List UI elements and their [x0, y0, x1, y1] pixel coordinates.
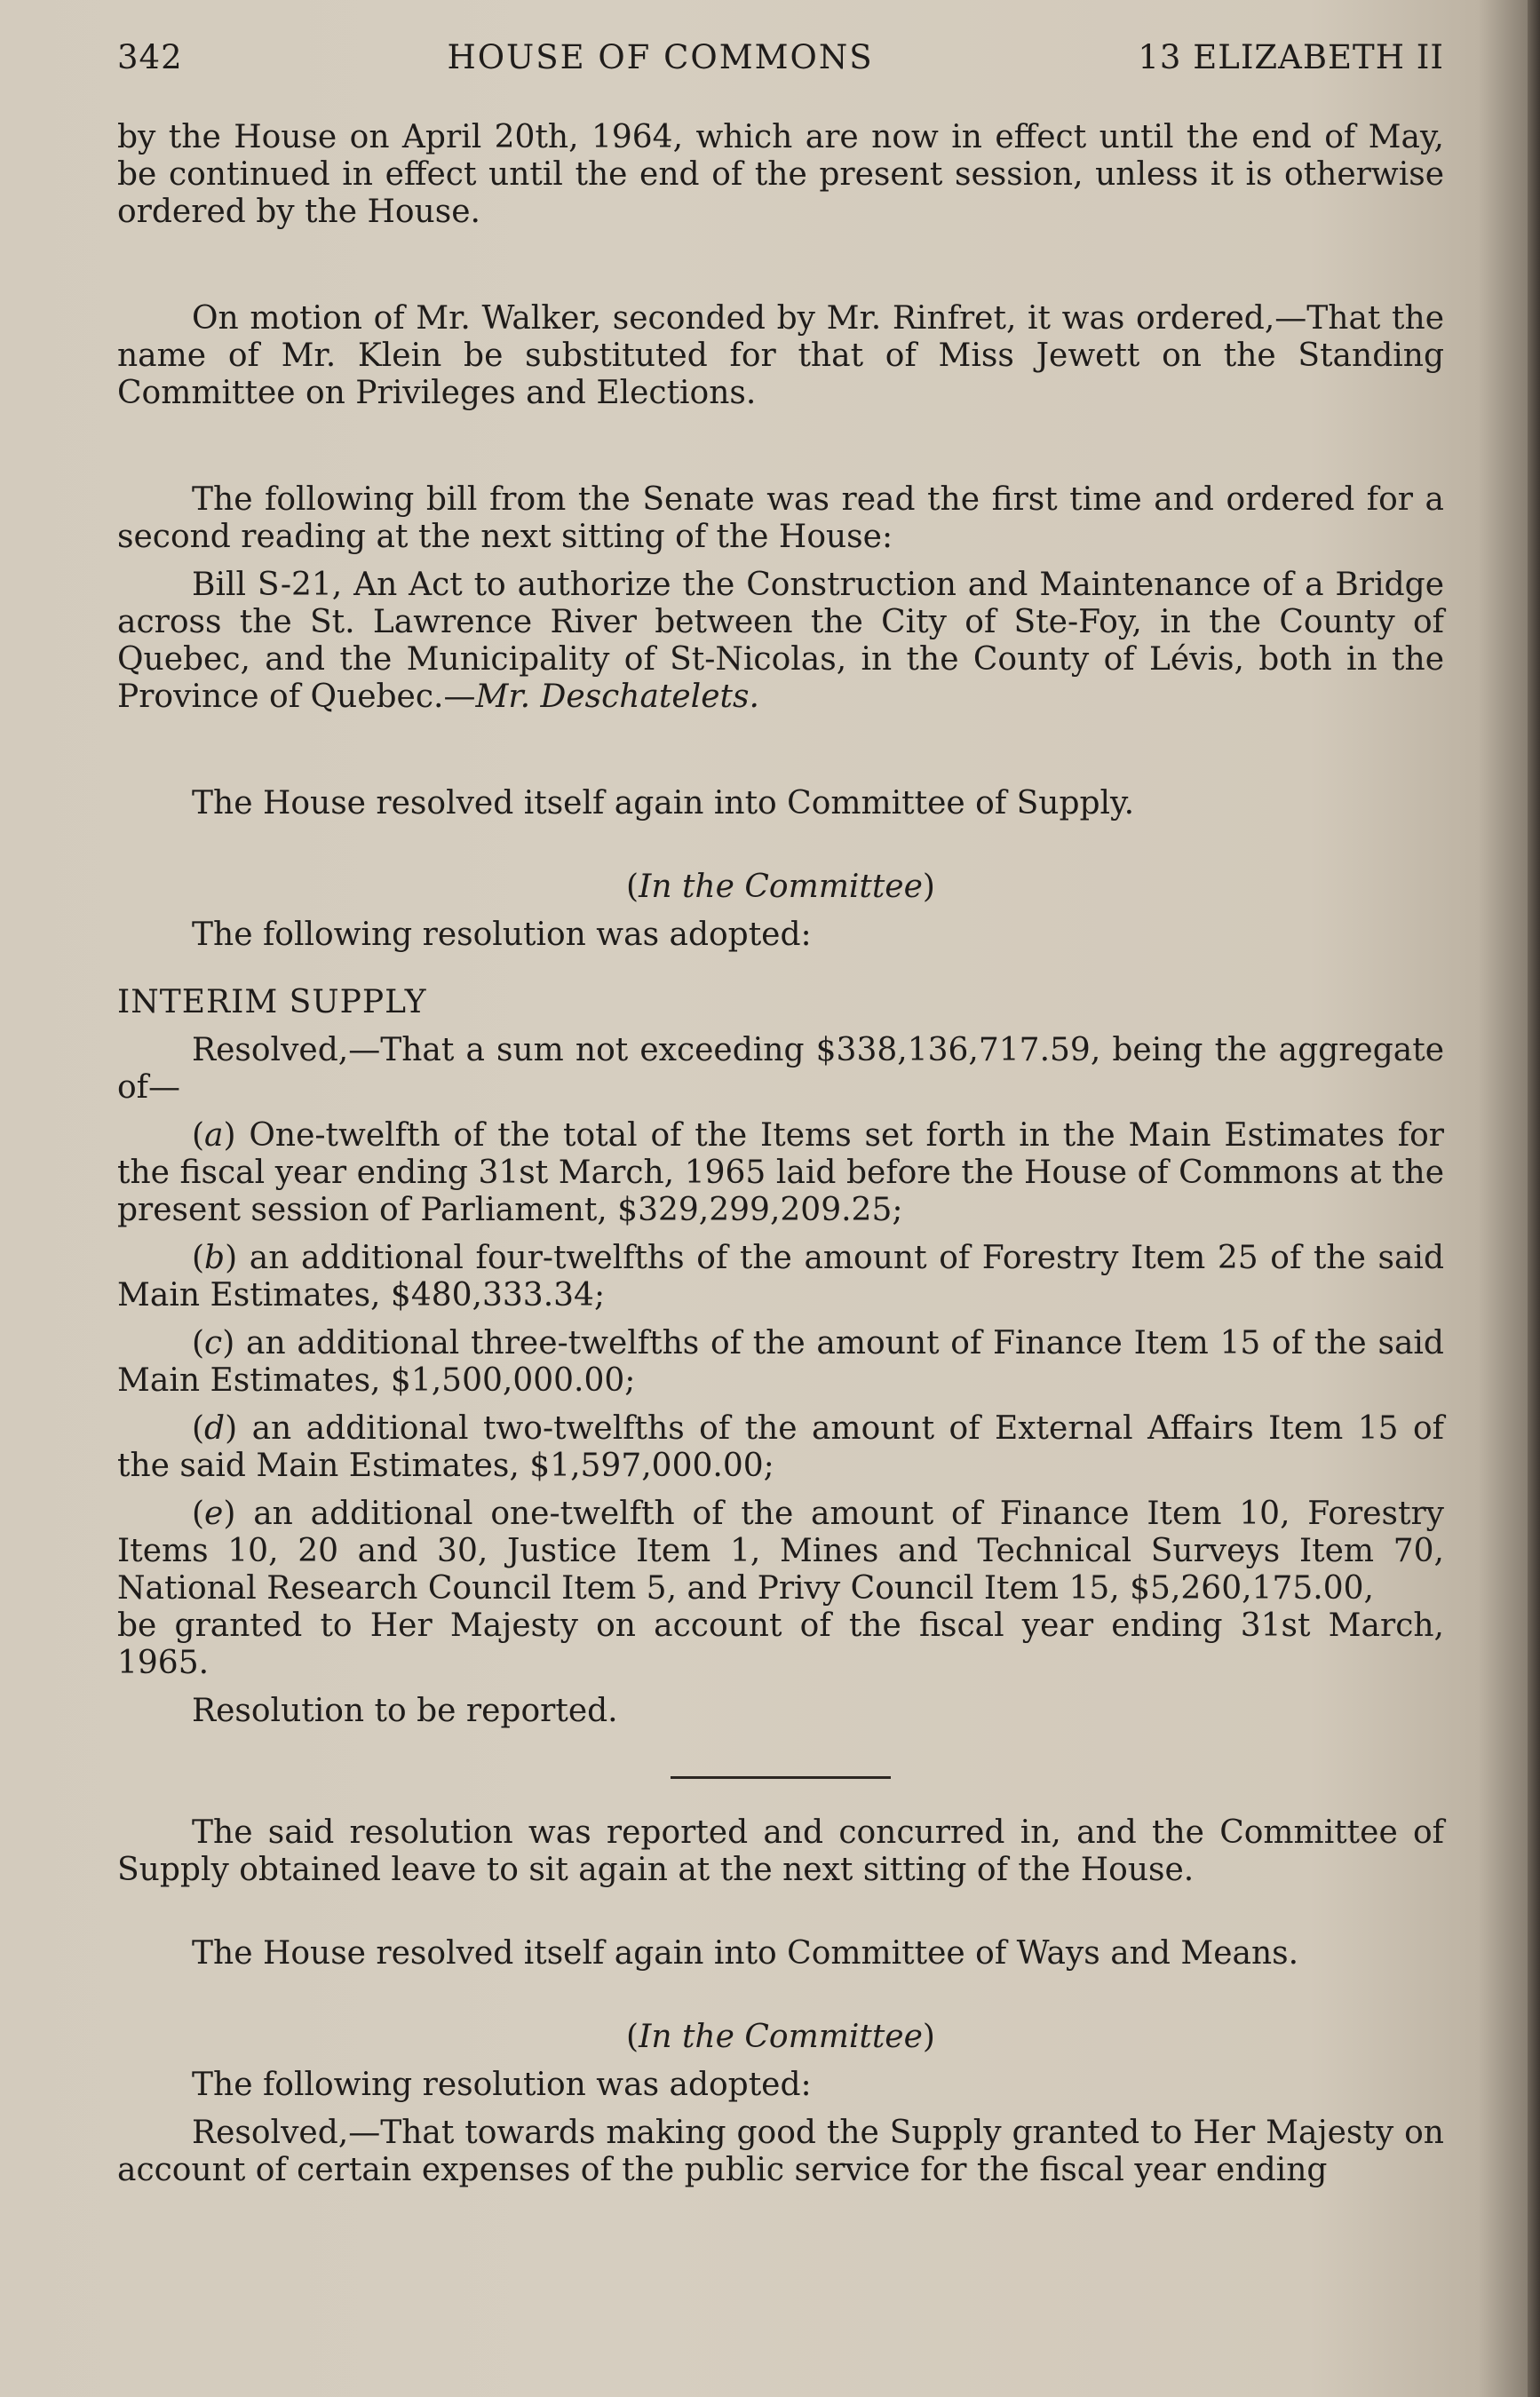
section-divider [671, 1776, 891, 1779]
page-edge-shadow [1528, 0, 1540, 2397]
item-a: (a) One-twelfth of the total of the Items set forth in the Main Estimates for the fiscal year ending 31st March, 1965 laid before the House of Commons at the present session of Parliament, $329,299,209.25; [117, 1117, 1444, 1228]
paragraph-resolution-adopted-1: The following resolution was adopted: [192, 917, 812, 953]
bill-text: Bill S-21, An Act to authorize the Construction and Maintenance of a Bridge across the St. Lawrence River between the City of Ste-Foy, in the County of Quebec, and the Municipality of St-Nicolas, in the County of Lévis, both in the Province of Quebec.— [117, 567, 1444, 715]
section-title-interim-supply: INTERIM SUPPLY [117, 984, 427, 1020]
paragraph-resolved-sum: Resolved,—That a sum not exceeding $338,136,717.59, being the aggregate of— [117, 1032, 1444, 1106]
item-e: (e) an additional one-twelfth of the amount of Finance Item 10, Forestry Items 10, 20 and 30, Justice Item 1, Mines and Technical Surveys Item 70, National Research Council Item 5, and Privy Council Item 15, $5,260,175.00, [117, 1496, 1444, 1607]
item-e-text: an additional one-twelfth of the amount of Finance Item 10, Forestry Items 10, 20 and 30, Justice Item 1, Mines and Technical Surveys Item 70, National Research Council Item 5, and Privy Council Item 15, $5,260,175.00, [117, 1496, 1444, 1607]
item-e-label: e [204, 1496, 224, 1532]
item-b: (b) an additional four-twelfths of the amount of Forestry Item 25 of the said Main Estimates, $480,333.34; [117, 1240, 1444, 1314]
paragraph-continuation: by the House on April 20th, 1964, which are now in effect until the end of May, be continued in effect until the end of the present session, unless it is otherwise ordered by the House. [117, 119, 1444, 230]
paragraph-resolution-reported: Resolution to be reported. [192, 1693, 618, 1729]
item-b-text: an additional four-twelfths of the amount of Forestry Item 25 of the said Main Estimates, $480,333.34; [117, 1240, 1444, 1314]
page-content [117, 39, 1444, 2189]
in-committee-text-2: In the Committee [639, 2019, 923, 2055]
page-number: 342 [117, 38, 183, 76]
item-c-label: c [204, 1325, 223, 1361]
paragraph-resolution-adopted-2: The following resolution was adopted: [192, 2067, 812, 2103]
running-header [117, 39, 1444, 76]
paragraph-committee-of-supply: The House resolved itself again into Committee of Supply. [192, 785, 1135, 821]
paragraph-ways-and-means: The House resolved itself again into Committee of Ways and Means. [192, 1935, 1299, 1972]
regnal-year: 13 ELIZABETH II [1138, 38, 1444, 76]
item-d-text: an additional two-twelfths of the amount of External Affairs Item 15 of the said Main Estimates, $1,597,000.00; [117, 1410, 1444, 1484]
in-committee-text-1: In the Committee [639, 869, 923, 905]
paragraph-be-granted: be granted to Her Majesty on account of the fiscal year ending 31st March, 1965. [117, 1607, 1444, 1681]
item-c: (c) an additional three-twelfths of the amount of Finance Item 15 of the said Main Estimates, $1,500,000.00; [117, 1325, 1444, 1399]
paragraph-senate-bill: The following bill from the Senate was read the first time and ordered for a second reading at the next sitting of the House: [117, 481, 1444, 555]
in-committee-heading-2: (In the Committee) [626, 2019, 935, 2055]
item-a-text: One-twelfth of the total of the Items set forth in the Main Estimates for the fiscal year ending 31st March, 1965 laid before the House of Commons at the present session of Parliament, $329,299,209.25; [117, 1117, 1444, 1228]
item-d-label: d [204, 1410, 226, 1447]
paragraph-concurred: The said resolution was reported and concurred in, and the Committee of Supply obtained leave to sit again at the next sitting of the House. [117, 1814, 1444, 1888]
paragraph-resolved-ways-means: Resolved,—That towards making good the Supply granted to Her Majesty on account of certain expenses of the public service for the fiscal year ending [117, 2115, 1444, 2188]
item-b-label: b [204, 1240, 226, 1276]
in-committee-heading-1: (In the Committee) [626, 869, 935, 905]
bill-sponsor: Mr. Deschatelets. [475, 679, 759, 715]
header-title: HOUSE OF COMMONS [447, 38, 874, 76]
paragraph-motion: On motion of Mr. Walker, seconded by Mr. Rinfret, it was ordered,—That the name of Mr. Klein be substituted for that of Miss Jewett on the Standing Committee on Privileges and Elections. [117, 300, 1444, 411]
item-d: (d) an additional two-twelfths of the amount of External Affairs Item 15 of the said Main Estimates, $1,597,000.00; [117, 1410, 1444, 1484]
item-c-text: an additional three-twelfths of the amount of Finance Item 15 of the said Main Estimates, $1,500,000.00; [117, 1325, 1444, 1399]
paragraph-bill-s21 [117, 567, 1444, 716]
item-a-label: a [204, 1117, 224, 1154]
